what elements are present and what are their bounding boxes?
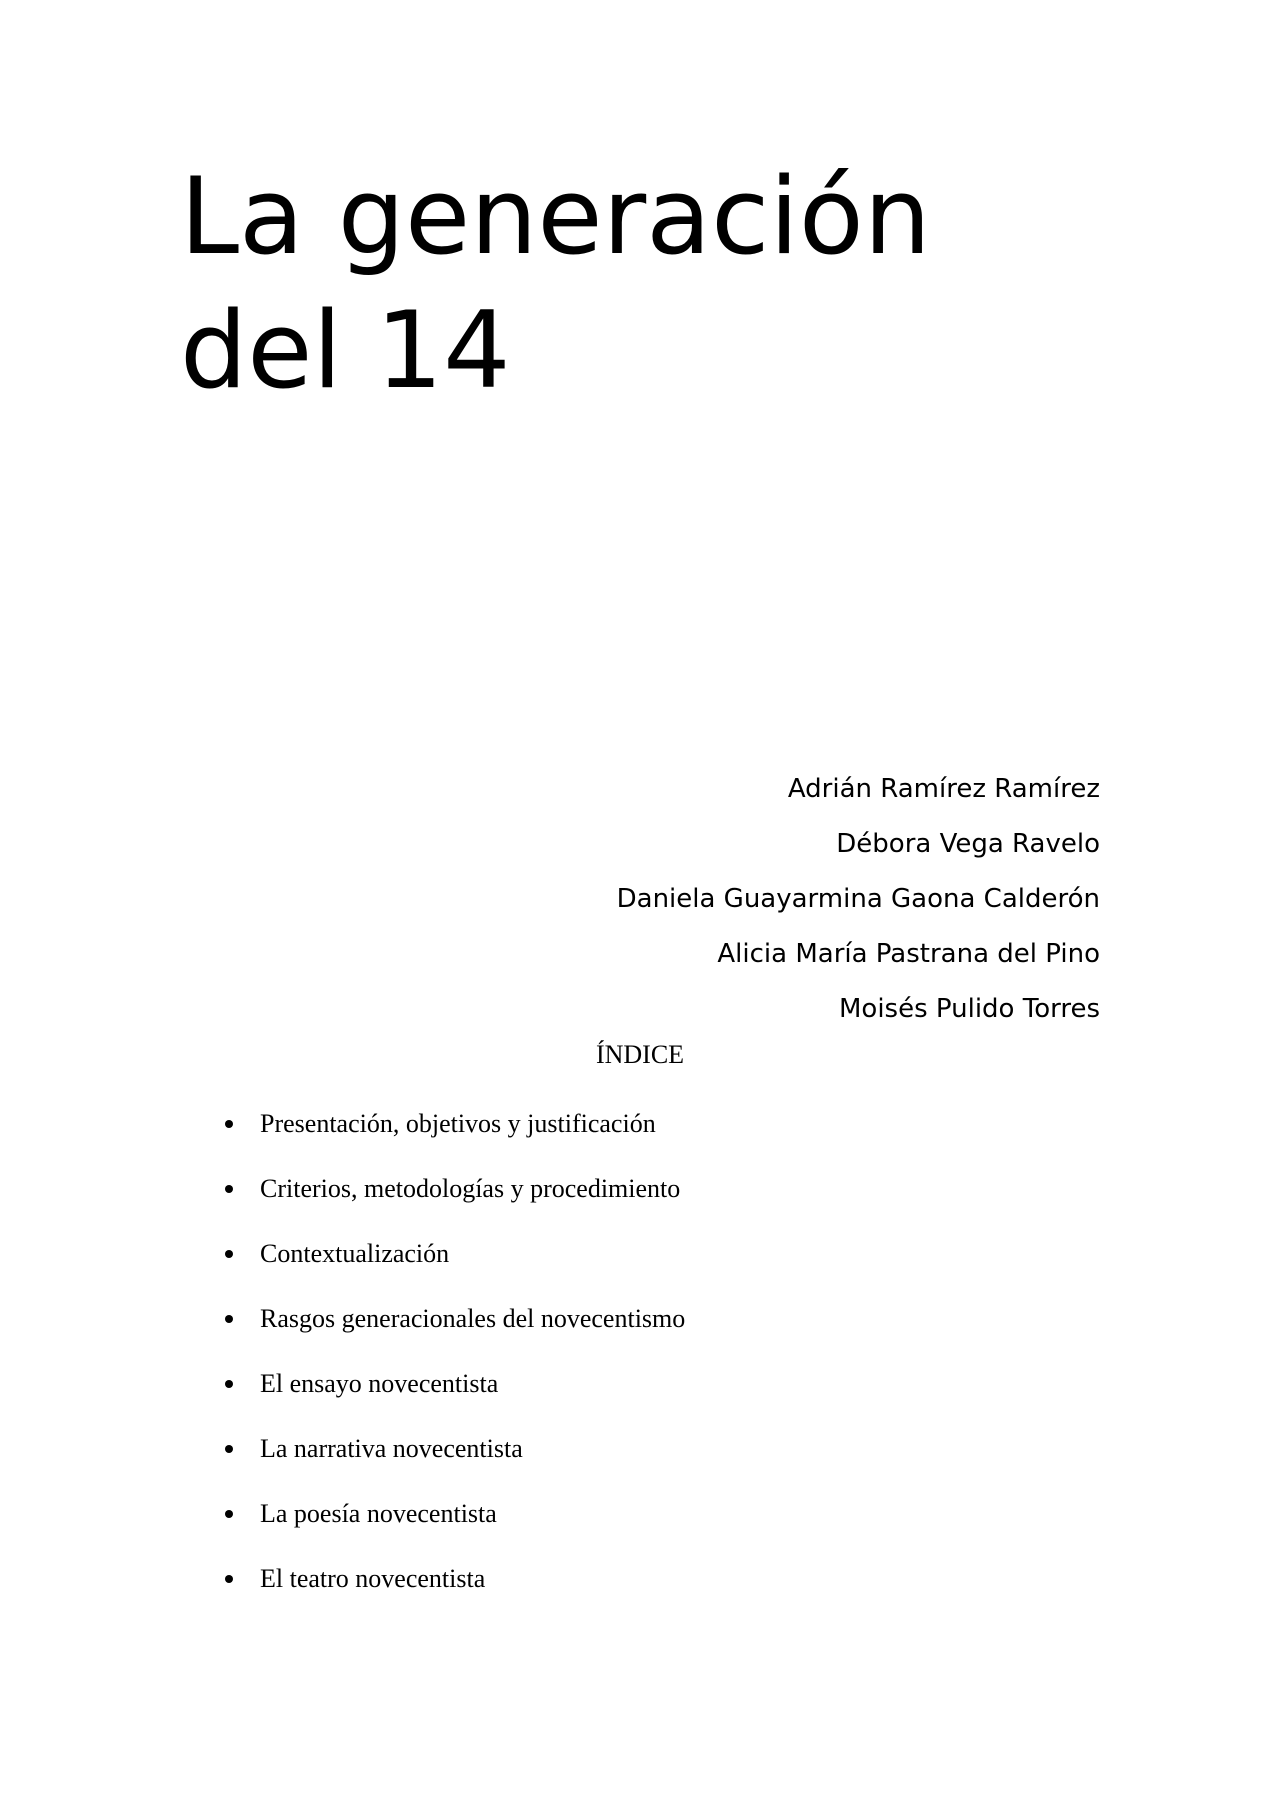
title-line-2: del 14 (180, 289, 511, 412)
index-item (260, 1301, 685, 1366)
author-name: Daniela Guayarmina Gaona Calderón (616, 884, 1100, 914)
index-item (260, 1561, 685, 1626)
index-list (260, 1106, 685, 1626)
bullet-icon (225, 1315, 233, 1323)
index-item-label: El ensayo novecentista (260, 1369, 499, 1398)
index-heading: ÍNDICE (595, 1040, 685, 1069)
document-title (180, 150, 931, 418)
title-line-1: La generación (180, 155, 931, 278)
index-item-label: Criterios, metodologías y procedimiento (260, 1174, 681, 1203)
author-name: Alicia María Pastrana del Pino (717, 939, 1100, 969)
bullet-icon (225, 1575, 233, 1583)
index-item-label: Rasgos generacionales del novecentismo (260, 1304, 686, 1333)
bullet-icon (225, 1380, 233, 1388)
bullet-icon (225, 1510, 233, 1518)
index-item-label: Contextualización (260, 1239, 450, 1268)
index-item-label: La poesía novecentista (260, 1499, 497, 1528)
bullet-icon (225, 1185, 233, 1193)
index-item (260, 1236, 685, 1301)
bullet-icon (225, 1120, 233, 1128)
index-item (260, 1106, 685, 1171)
bullet-icon (225, 1445, 233, 1453)
index-item-label: La narrativa novecentista (260, 1434, 523, 1463)
index-item (260, 1366, 685, 1431)
index-item-label: El teatro novecentista (260, 1564, 486, 1593)
index-item (260, 1431, 685, 1496)
author-name: Moisés Pulido Torres (838, 994, 1100, 1024)
author-name: Adrián Ramírez Ramírez (787, 774, 1100, 804)
bullet-icon (225, 1250, 233, 1258)
index-item (260, 1496, 685, 1561)
index-item-label: Presentación, objetivos y justificación (260, 1109, 656, 1138)
author-list (617, 762, 1100, 1037)
index-item (260, 1171, 685, 1236)
author-name: Débora Vega Ravelo (836, 829, 1100, 859)
